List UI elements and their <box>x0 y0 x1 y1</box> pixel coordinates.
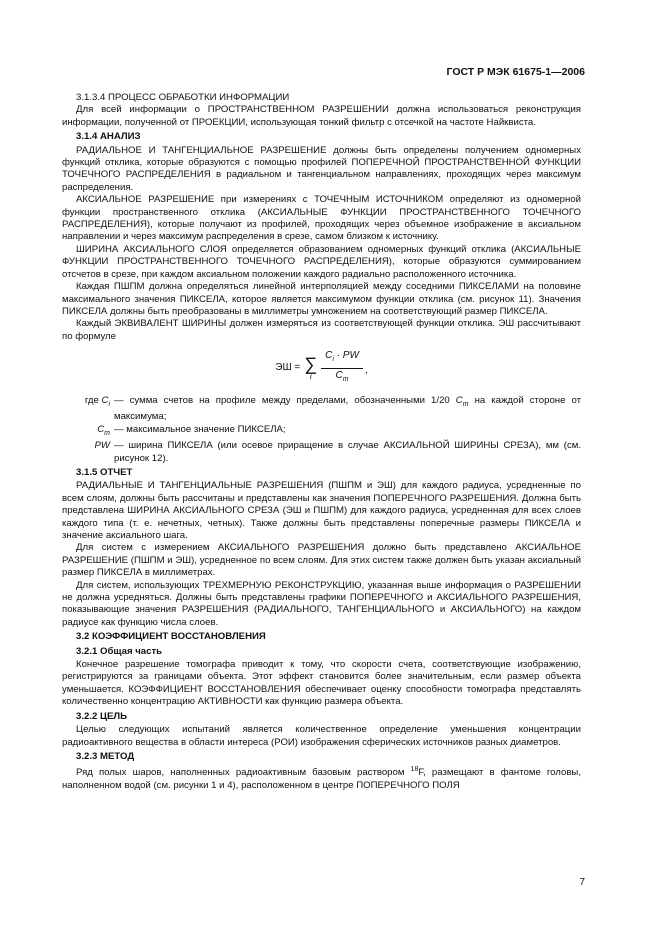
paragraph: Целью следующих испытаний является количественное определение уменьшения концентрации радиоактивного вещества в области интереса (РОИ) изображения сферических источников разных диаметров. <box>62 724 581 748</box>
definition-item <box>62 424 581 440</box>
formula-comma: , <box>364 364 368 376</box>
numerator-rest: · PW <box>333 350 359 362</box>
paragraph: Для систем с измерением АКСИАЛЬНОГО РАЗРЕШЕНИЯ должно быть представлено АКСИАЛЬНОЕ РАЗРЕШЕНИЕ (ПШПМ и ЭШ), усредненное по всем слоям. Для этих систем также должен быть указан аксиальный размер ПИКСЕЛА в миллиметрах. <box>62 542 581 579</box>
section-heading: 3.2.1 Общая часть <box>76 645 163 657</box>
paragraph: Каждая ПШПМ должна определяться линейной интерполяцией между соседними ПИКСЕЛАМИ на половине максимального значения ПИКСЕЛА, которое является максимумом функции отклика (см. рисунок 11). Значения ПИКСЕЛА должны быть преобразованы в миллиметры умножением на соответствующий размер ПИКСЕЛА. <box>62 281 581 317</box>
definition-text-main: — максимальное значение ПИКСЕЛА; <box>114 423 286 435</box>
isotope-superscript: 18 <box>410 766 419 774</box>
symbol-letter: C <box>101 395 109 407</box>
formula-denominator <box>335 369 348 386</box>
denominator-symbol: C <box>335 369 343 381</box>
formula-fraction <box>321 350 363 386</box>
definition-symbol <box>62 440 114 465</box>
paragraph: Для всей информации о ПРОСТРАНСТВЕННОМ РАЗРЕШЕНИИ должна использоваться реконструкция информации, полученной от ПРОЕКЦИИ, использующая тонкий фильтр с отсечкой на частоте Найквиста. <box>62 104 581 128</box>
sum-index: i <box>309 372 312 382</box>
definition-text <box>114 440 581 465</box>
section-heading: 3.1.3.4 ПРОЦЕСС ОБРАБОТКИ ИНФОРМАЦИИ <box>76 92 290 103</box>
paragraph: РАДИАЛЬНЫЕ И ТАНГЕНЦИАЛЬНЫЕ РАЗРЕШЕНИЯ (ПШПМ и ЭШ) для каждого радиуса, усредненные по всем слоям, должны быть рассчитаны и представлены как значения ПОПЕРЕЧНОГО РАЗРЕШЕНИЯ. Должна быть представлена ШИРИНА АКСИАЛЬНОГО СРЕЗА (ЭШ и ПШПМ) для каждого радиуса, усредненная для всех слоев каждого типа (т. е. нечетных, четных). Также должны быть представлены поперечные размеры ПИКСЕЛА и значение аксиального шага. <box>62 480 581 541</box>
page-number: 7 <box>579 877 585 888</box>
definition-text-main: — сумма счетов на профиле между пределами, обозначенными 1/20 <box>114 395 456 407</box>
definition-text-main: — ширина ПИКСЕЛА (или осевое приращение в случае АКСИАЛЬНОЙ ШИРИНЫ СРЕЗА), мм (см. рисунок 12). <box>114 440 581 464</box>
numerator-symbol: C <box>325 350 333 362</box>
section-heading: 3.2.2 ЦЕЛЬ <box>76 710 128 722</box>
paragraph <box>62 764 581 792</box>
formula-numerator <box>321 350 363 368</box>
paragraph: РАДИАЛЬНОЕ И ТАНГЕНЦИАЛЬНОЕ РАЗРЕШЕНИЕ должны быть определены получением одномерных функций отклика, которые образуются с помощью профилей ПОПЕРЕЧНОЙ ПРОСТРАНСТВЕННОЙ ФУНКЦИИ ТОЧЕЧНОГО РАСПРЕДЕЛЕНИЯ в радиальном и тангенциальном направлениях, проходящих через максимум распределения. <box>62 144 581 193</box>
paragraph: ШИРИНА АКСИАЛЬНОГО СЛОЯ определяется образованием одномерных функций отклика (АКСИАЛЬНЫЕ ФУНКЦИИ ПРОСТРАНСТВЕННОГО ТОЧЕЧНОГО РАСПРЕДЕЛЕНИЯ), которые образуются суммированием отсчетов в срезе, при каждом аксиальном положении каждого радиально расположенного источника. <box>62 243 581 280</box>
ew-formula <box>62 347 581 389</box>
sum-symbol <box>304 355 317 381</box>
paragraph: Конечное разрешение томографа приводит к тому, что скорости счета, соответствующие изображению, регистрируются за границами объекта. Этот эффект становится более значительным, если размер объекта уменьшается. КОЭФФИЦИЕНТ ВОССТАНОВЛЕНИЯ обеспечивает оценку способности томографа представлять количественно концентрацию АКТИВНОСТИ как функцию размера объекта. <box>62 659 581 708</box>
symbol-letter: PW <box>94 440 110 452</box>
symbol-subscript: m <box>104 429 110 437</box>
denominator-subscript: m <box>342 375 349 383</box>
sigma: ∑ <box>304 354 318 375</box>
section-heading: 3.1.5 ОТЧЕТ <box>76 466 133 478</box>
definition-symbol <box>62 395 114 424</box>
definition-text <box>114 424 581 440</box>
definition-item <box>62 395 581 424</box>
paragraph: АКСИАЛЬНОЕ РАЗРЕШЕНИЕ при измерениях с ТОЧЕЧНЫМ ИСТОЧНИКОМ определяют из одномерной функции пространственного отклика (АКСИАЛЬНЫЕ ФУНКЦИИ ПРОСТРАНСТВЕННОГО ТОЧЕЧНОГО РАСПРЕДЕЛЕНИЯ), которые получают из профилей, проходящих через объемное изображение в аксиальном направлении и через максимум распределения в срезе, самом близком к источнику. <box>62 194 581 243</box>
formula-lhs: ЭШ = <box>275 361 301 373</box>
inline-symbol: C <box>455 395 463 407</box>
formula-definitions <box>62 395 581 465</box>
section-heading: 3.2 КОЭФФИЦИЕНТ ВОССТАНОВЛЕНИЯ <box>76 631 266 643</box>
paragraph: Для систем, использующих ТРЕХМЕРНУЮ РЕКОНСТРУКЦИЮ, указанная выше информация о РАЗРЕШЕНИИ не должна усредняться. Должны быть представлены графики ПОПЕРЕЧНОГО и АКСИАЛЬНОГО РАЗРЕШЕНИЯ, показывающие значения РАЗРЕШЕНИЯ (РАДИАЛЬНОГО, ТАНГЕНЦИАЛЬНОГО и АКСИАЛЬНОГО) на каждом радиусе как функцию числа слоев. <box>62 579 581 628</box>
inline-subscript: m <box>462 401 469 409</box>
paragraph-text: Ряд полых шаров, наполненных радиоактивным базовым раствором <box>76 767 411 779</box>
definition-text-tail: на каждой стороне от максимума; <box>114 395 581 423</box>
numerator-subscript: i <box>332 356 334 364</box>
paragraph-text: F, размещают в фантоме головы, наполненном водой (см. рисунки 1 и 4), расположенном в центре ПОПЕРЕЧНОГО ПОЛЯ <box>62 767 581 791</box>
definition-text <box>114 395 581 424</box>
definition-item <box>62 440 581 465</box>
paragraph: Каждый ЭКВИВАЛЕНТ ШИРИНЫ должен измеряться из соответствующей функции отклика. ЭШ рассчитывают по формуле <box>62 318 581 342</box>
symbol-subscript: i <box>108 401 110 409</box>
standard-header: ГОСТ Р МЭК 61675-1—2006 <box>446 66 585 78</box>
section-heading: 3.2.3 МЕТОД <box>76 750 135 762</box>
symbol-letter: C <box>97 423 105 435</box>
section-heading: 3.1.4 АНАЛИЗ <box>76 131 141 143</box>
where-word: где <box>84 395 99 407</box>
definition-symbol <box>62 424 114 440</box>
document-body <box>62 92 581 792</box>
